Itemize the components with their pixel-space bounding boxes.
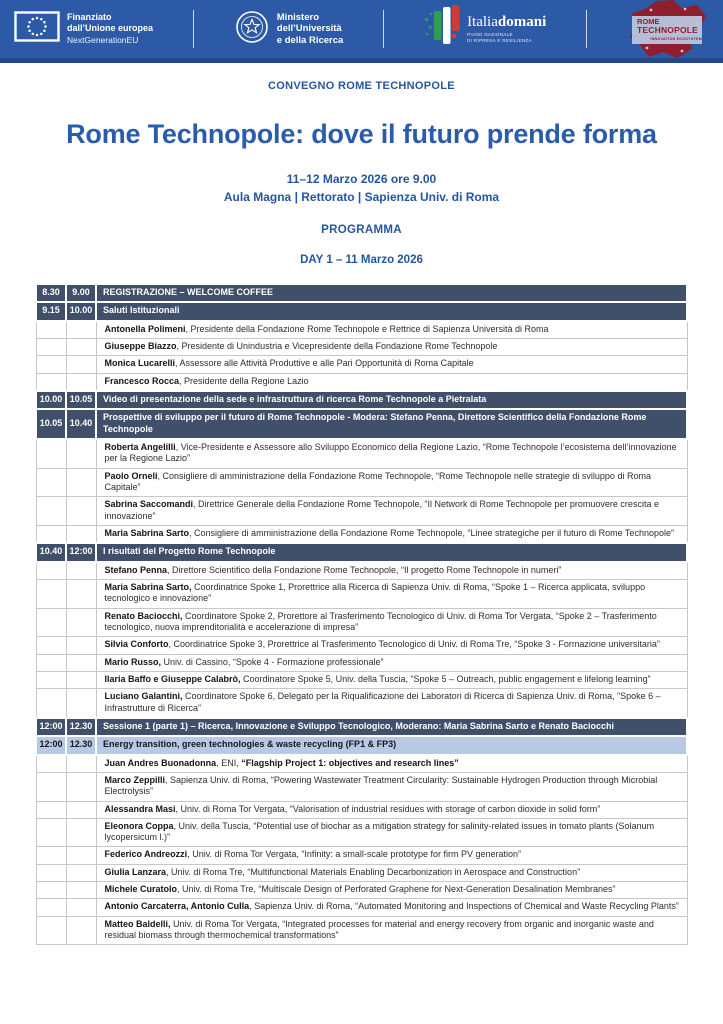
- end-time-cell: [66, 608, 96, 637]
- row-content-cell: [96, 755, 687, 773]
- end-time-cell: [66, 468, 96, 497]
- table-row: [36, 543, 687, 561]
- speaker-affiliation-title: , Sapienza Univ. di Roma, “Powering Wastewater Treatment Circularity: Sustainable Hydrogen Production through Microbial Electrolysis”: [104, 774, 658, 797]
- speaker-name: Antonella Polimeni: [104, 323, 186, 334]
- start-time-cell: [36, 608, 66, 637]
- table-row: [36, 755, 687, 773]
- speaker-affiliation-title: , Univ. della Tuscia, “Potential use of biochar as a mitigation strategy for salinity-related issues in tomato plants (Solanum lycopersicum l.)”: [104, 820, 655, 843]
- row-content-cell: [96, 439, 687, 468]
- row-content-cell: [96, 373, 687, 391]
- speaker-name: Renato Baciocchi,: [104, 610, 183, 621]
- speaker-affiliation-title: , Univ. di Roma Tor Vergata, “Valorisation of industrial residues with storage of carbon dioxide in solid form”: [175, 803, 601, 814]
- start-time-cell: [36, 338, 66, 355]
- program-table-body: [36, 284, 687, 945]
- row-content-cell: [96, 801, 687, 818]
- speaker-affiliation-title: , Coordinatrice Spoke 3, Prorettrice al Trasferimento Tecnologico di Univ. di Roma Tre, “Spoke 3 - Formazione universitaria”: [168, 639, 660, 650]
- table-row: [36, 338, 687, 355]
- table-row: [36, 801, 687, 818]
- start-time-cell: [36, 373, 66, 391]
- start-time-cell: [36, 882, 66, 899]
- start-time-cell: [36, 899, 66, 916]
- end-time-cell: [66, 671, 96, 688]
- brand-bold: domani: [497, 13, 547, 30]
- table-row: [36, 356, 687, 373]
- start-time-cell: [36, 772, 66, 801]
- end-time-cell: 12:00: [66, 543, 96, 561]
- table-row: [36, 882, 687, 899]
- italy-state-emblem-icon: [234, 9, 270, 50]
- table-row: [36, 525, 687, 543]
- start-time-cell: [36, 801, 66, 818]
- start-time-cell: [36, 525, 66, 543]
- start-time-cell: [36, 847, 66, 864]
- speaker-name: Federico Andreozzi: [104, 849, 188, 860]
- start-time-cell: 9.15: [36, 302, 66, 320]
- end-time-cell: 10.00: [66, 302, 96, 320]
- start-time-cell: [36, 671, 66, 688]
- speaker-affiliation-title: , Univ. di Roma Tre, “Multiscale Design of Perforated Graphene for Next-Generation Desalination Membranes”: [177, 884, 616, 895]
- table-row: [36, 497, 687, 526]
- end-time-cell: [66, 882, 96, 899]
- table-row: [36, 302, 687, 320]
- end-time-cell: [66, 899, 96, 916]
- speaker-name: Silvia Conforto: [104, 639, 169, 650]
- end-time-cell: [66, 579, 96, 608]
- row-content-cell: [96, 689, 687, 718]
- talk-title-bold: “Flagship Project 1: objectives and research lines”: [241, 757, 459, 768]
- table-row: [36, 637, 687, 654]
- pnrr-sub1: PIANO NAZIONALE: [467, 31, 513, 37]
- end-time-cell: [66, 864, 96, 881]
- program-table: [35, 283, 688, 945]
- row-content-cell: [96, 671, 687, 688]
- eu-funding-logo: [14, 11, 153, 47]
- start-time-cell: [36, 654, 66, 671]
- end-time-cell: 10.40: [66, 409, 96, 439]
- start-time-cell: [36, 321, 66, 339]
- start-time-cell: [36, 755, 66, 773]
- speaker-affiliation-title: , Assessore alle Attività Produttive e alle Pari Opportunità di Roma Capitale: [175, 358, 474, 369]
- event-venue: Aula Magna | Rettorato | Sapienza Univ. di Roma: [223, 190, 500, 204]
- end-time-cell: [66, 338, 96, 355]
- end-time-cell: [66, 439, 96, 468]
- table-row: [36, 284, 687, 302]
- speaker-name: Maria Sabrina Sarto,: [104, 581, 192, 592]
- speaker-affiliation-title: Coordinatore Spoke 2, Prorettore al Trasferimento Tecnologico di Univ. di Roma Tor Vergata, “Spoke 2 – Trasferimento tecnologico, nuova imprenditorialità e accelerazione di impresa”: [104, 610, 657, 632]
- start-time-cell: 12:00: [36, 736, 66, 754]
- italiadomani-flag-icon: [424, 4, 460, 55]
- start-time-cell: 10.40: [36, 543, 66, 561]
- speaker-affiliation-title: Univ. di Cassino, “Spoke 4 - Formazione professionale”: [161, 656, 384, 667]
- end-time-cell: 12.30: [66, 736, 96, 754]
- table-row: [36, 409, 687, 439]
- table-row: [36, 654, 687, 671]
- end-time-cell: [66, 321, 96, 339]
- end-time-cell: [66, 562, 96, 580]
- start-time-cell: [36, 497, 66, 526]
- row-content-cell: Sessione 1 (parte 1) – Ricerca, Innovazione e Sviluppo Tecnologico, Moderano: Maria Sabrina Sarto e Renato Baciocchi: [96, 718, 687, 736]
- end-time-cell: [66, 689, 96, 718]
- row-content-cell: [96, 579, 687, 608]
- brand-light: Italia: [467, 13, 498, 30]
- day-heading: DAY 1 – 11 Marzo 2026: [300, 254, 423, 266]
- speaker-name: Alessandra Masi: [104, 803, 176, 814]
- table-row: [36, 689, 687, 718]
- table-row: [36, 818, 687, 847]
- speaker-name: Monica Lucarelli: [104, 358, 176, 369]
- row-content-cell: REGISTRAZIONE – WELCOME COFFEE: [96, 284, 687, 302]
- speaker-name: Francesco Rocca: [104, 375, 180, 386]
- table-row: [36, 608, 687, 637]
- ministero-text: [277, 12, 344, 46]
- speaker-name: Maria Sabrina Sarto: [104, 527, 190, 538]
- end-time-cell: 12.30: [66, 718, 96, 736]
- speaker-name: Matteo Baldelli,: [104, 918, 171, 929]
- rome-technopole-logo: [627, 0, 709, 60]
- row-content-cell: Energy transition, green technologies & waste recycling (FP1 & FP3): [96, 736, 687, 754]
- table-row: [36, 772, 687, 801]
- event-date: 11–12 Marzo 2026 ore 9.00: [286, 172, 437, 186]
- row-content-cell: [96, 525, 687, 543]
- speaker-affiliation-title: , Presidente della Fondazione Rome Technopole e Rettrice di Sapienza Università di Roma: [185, 323, 549, 334]
- row-content-cell: [96, 916, 687, 945]
- row-content-cell: [96, 882, 687, 899]
- speaker-name: Juan Andres Buonadonna: [104, 757, 217, 768]
- table-row: [36, 899, 687, 916]
- end-time-cell: 9.00: [66, 284, 96, 302]
- speaker-affiliation-title: Coordinatore Spoke 6, Delegato per la Riqualificazione dei Laboratori di Ricerca di Sapienza Univ. di Roma, “Spoke 6 – Infrastrutture di Ricerca”: [104, 691, 661, 713]
- ministero-logo: [234, 9, 344, 50]
- end-time-cell: [66, 916, 96, 945]
- end-time-cell: [66, 356, 96, 373]
- speaker-name: Stefano Penna: [104, 564, 168, 575]
- logo-band: [0, 0, 723, 63]
- start-time-cell: [36, 468, 66, 497]
- end-time-cell: [66, 847, 96, 864]
- rome-technopole-label: [632, 16, 702, 44]
- speaker-affiliation-title: Coordinatore Spoke 5, Univ. della Tuscia, “Spoke 5 – Outreach, public engagement e lifelong learning”: [240, 673, 651, 684]
- page-title: Rome Technopole: dove il futuro prende forma: [66, 119, 657, 149]
- row-content-cell: [96, 608, 687, 637]
- end-time-cell: [66, 637, 96, 654]
- speaker-name: Marco Zeppilli: [104, 774, 166, 785]
- row-content-cell: [96, 497, 687, 526]
- table-row: [36, 916, 687, 945]
- row-content-cell: [96, 356, 687, 373]
- end-time-cell: [66, 654, 96, 671]
- start-time-cell: 10.00: [36, 391, 66, 409]
- mur-line3: e della Ricerca: [276, 34, 344, 46]
- start-time-cell: [36, 439, 66, 468]
- speaker-affiliation-title: , Consigliere di amministrazione della Fondazione Rome Technopole, “Linee strategiche per il futuro di Rome Technopole”: [189, 527, 674, 538]
- start-time-cell: [36, 818, 66, 847]
- italiadomani-text: [467, 15, 546, 44]
- table-row: [36, 321, 687, 339]
- speaker-name: Giulia Lanzara: [104, 866, 167, 877]
- row-content-cell: [96, 321, 687, 339]
- end-time-cell: [66, 818, 96, 847]
- speaker-affiliation-title: , Presidente di Unindustria e Vicepresidente della Fondazione Rome Technopole: [176, 340, 498, 351]
- table-row: [36, 671, 687, 688]
- eu-flag-icon: [14, 11, 60, 47]
- speaker-name: Paolo Orneli: [104, 470, 158, 481]
- row-content-cell: [96, 562, 687, 580]
- speaker-name: Michele Curatolo: [104, 884, 178, 895]
- row-content-cell: [96, 847, 687, 864]
- eu-funding-text: [67, 12, 153, 46]
- end-time-cell: [66, 525, 96, 543]
- table-row: [36, 718, 687, 736]
- table-row: [36, 391, 687, 409]
- row-content-cell: [96, 818, 687, 847]
- end-time-cell: 10.05: [66, 391, 96, 409]
- end-time-cell: [66, 772, 96, 801]
- speaker-affiliation-title: , Direttore Scientifico della Fondazione Rome Technopole, “Il progetto Rome Technopole in numeri”: [167, 564, 562, 575]
- end-time-cell: [66, 373, 96, 391]
- row-content-cell: [96, 772, 687, 801]
- start-time-cell: [36, 916, 66, 945]
- start-time-cell: 8.30: [36, 284, 66, 302]
- start-time-cell: [36, 689, 66, 718]
- program-heading: PROGRAMMA: [321, 224, 402, 236]
- header-divider: [383, 10, 384, 48]
- speaker-name: Roberta Angelilli: [104, 441, 176, 452]
- speaker-name: Mario Russo,: [104, 656, 162, 667]
- end-time-cell: [66, 801, 96, 818]
- row-content-cell: [96, 899, 687, 916]
- table-row: [36, 562, 687, 580]
- table-row: [36, 468, 687, 497]
- row-content-cell: [96, 864, 687, 881]
- row-content-cell: Video di presentazione della sede e infrastruttura di ricerca Rome Technopole a Pietralata: [96, 391, 687, 409]
- end-time-cell: [66, 755, 96, 773]
- header-divider: [193, 10, 194, 48]
- eu-line2: dall’Unione europea: [67, 23, 154, 34]
- speaker-name: Giuseppe Biazzo: [104, 340, 177, 351]
- start-time-cell: [36, 864, 66, 881]
- speaker-affiliation-title: Univ. di Roma Tor Vergata, “Integrated processes for material and energy recovery from organic and inorganic waste and residual biomass through thermochemical transformations”: [104, 918, 654, 941]
- italiadomani-logo: [424, 4, 546, 55]
- row-content-cell: [96, 468, 687, 497]
- speaker-affiliation-title: , Univ. di Roma Tre, “Multifunctional Materials Enabling Decarbonization in Aerospace and Construction”: [166, 866, 581, 877]
- speaker-affiliation-title: , Vice-Presidente e Assessore allo Sviluppo Economico della Regione Lazio, “Rome Technopole l’ecosistema dell’innovazione per la Regione Lazio”: [104, 441, 677, 464]
- rt-line2: TECHNOPOLE: [637, 25, 699, 36]
- rt-line1: ROME: [637, 17, 660, 27]
- row-content-cell: Prospettive di sviluppo per il futuro di Rome Technopole - Modera: Stefano Penna, Direttore Scientifico della Fondazione Rome Technopole: [96, 409, 687, 439]
- speaker-name: Ilaria Baffo e Giuseppe Calabrò,: [104, 673, 241, 684]
- speaker-affiliation-title: Coordinatrice Spoke 1, Prorettrice alla Ricerca di Sapienza Univ. di Roma, “Spoke 1 – Ricerca applicata, sviluppo tecnologico e innovazione”: [104, 581, 646, 604]
- rt-line3: INNOVATION ECOSYSTEM: [650, 36, 702, 41]
- speaker-name: Eleonora Coppa: [104, 820, 174, 831]
- speaker-affiliation-title: , ENI,: [216, 757, 242, 768]
- mur-line1: Ministero: [276, 12, 319, 24]
- start-time-cell: 10.05: [36, 409, 66, 439]
- table-row: [36, 847, 687, 864]
- start-time-cell: [36, 356, 66, 373]
- row-content-cell: I risultati del Progetto Rome Technopole: [96, 543, 687, 561]
- speaker-affiliation-title: , Direttrice Generale della Fondazione Rome Technopole, “Il Network di Rome Technopole per promuovere crescita e innovazione”: [104, 499, 659, 521]
- italiadomani-brand: [467, 15, 546, 30]
- program-table-container: [35, 283, 688, 945]
- start-time-cell: [36, 637, 66, 654]
- row-content-cell: [96, 338, 687, 355]
- speaker-affiliation-title: , Presidente della Regione Lazio: [179, 375, 309, 386]
- pnrr-sub2: DI RIPRESA E RESILIENZA: [467, 37, 532, 43]
- table-row: [36, 373, 687, 391]
- row-content-cell: [96, 637, 687, 654]
- table-row: [36, 736, 687, 754]
- start-time-cell: [36, 579, 66, 608]
- speaker-affiliation-title: , Univ. di Roma Tor Vergata, “Infinity: a small-scale prototype for firm PV generation”: [187, 849, 521, 860]
- event-kicker: CONVEGNO ROME TECHNOPOLE: [268, 80, 455, 92]
- row-content-cell: Saluti Istituzionali: [96, 302, 687, 320]
- eu-line3: NextGenerationEU: [67, 34, 139, 45]
- row-content-cell: [96, 654, 687, 671]
- header-divider: [586, 10, 587, 48]
- eu-line1: Finanziato: [67, 12, 112, 23]
- speaker-name: Sabrina Saccomandi: [104, 499, 194, 510]
- mur-line2: dell’Università: [276, 23, 342, 35]
- speaker-name: Antonio Carcaterra, Antonio Culla: [104, 901, 250, 912]
- end-time-cell: [66, 497, 96, 526]
- start-time-cell: [36, 562, 66, 580]
- table-row: [36, 864, 687, 881]
- table-row: [36, 439, 687, 468]
- speaker-affiliation-title: , Sapienza Univ. di Roma, “Automated Monitoring and Inspections of Chemical and Waste Recycling Plants”: [249, 901, 679, 912]
- start-time-cell: 12:00: [36, 718, 66, 736]
- table-row: [36, 579, 687, 608]
- speaker-name: Luciano Galantini,: [104, 691, 183, 702]
- speaker-affiliation-title: , Consigliere di amministrazione della Fondazione Rome Technopole, “Rome Technopole nelle strategie di sviluppo di Roma Capitale”: [104, 470, 651, 492]
